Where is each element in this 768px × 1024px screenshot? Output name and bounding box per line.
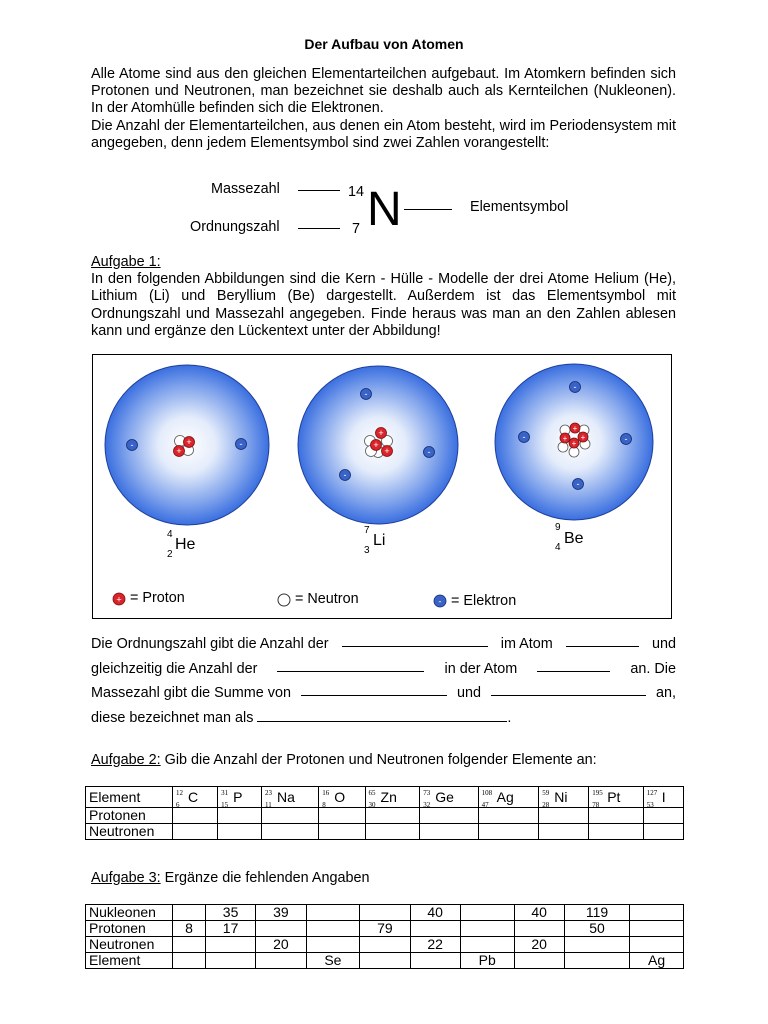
element-cell: 65 30 Zn — [365, 787, 420, 808]
helium-nucleus — [174, 436, 195, 457]
answer-cell[interactable] — [218, 808, 262, 824]
atomic-number-connector — [298, 228, 340, 229]
table-row — [86, 953, 684, 969]
table-row-element — [86, 787, 684, 808]
answer-cell[interactable] — [460, 905, 514, 921]
proton-sign: + — [562, 434, 568, 443]
row-label: Neutronen — [86, 824, 173, 840]
task2-instruction — [91, 752, 597, 768]
cloze-text-segment: Die Ordnungszahl gibt die Anzahl der — [91, 636, 329, 652]
electron-sign: - — [343, 470, 347, 480]
row-label: Nukleonen — [86, 905, 173, 921]
proton-sign: + — [572, 424, 578, 433]
cloze-text-segment: und — [651, 636, 676, 652]
proton-sign: + — [373, 440, 379, 450]
page-title: Der Aufbau von Atomen — [304, 36, 464, 52]
given-value-cell: 22 — [410, 937, 460, 953]
proton-sign: + — [378, 428, 384, 438]
helium-number: 2 — [167, 549, 173, 560]
electron-sign: - — [624, 434, 628, 444]
table-row — [86, 921, 684, 937]
lithium-symbol: Li — [373, 532, 386, 549]
table-row-protons — [86, 808, 684, 824]
beryllium-symbol: Be — [564, 530, 584, 547]
cloze-text-segment: und — [456, 685, 481, 702]
task3-heading: Aufgabe 3: — [91, 870, 161, 886]
cloze-blank[interactable] — [537, 657, 610, 672]
lithium-mass: 7 — [364, 525, 370, 536]
cloze-blank[interactable] — [566, 632, 639, 647]
neutron — [558, 442, 568, 452]
answer-cell[interactable] — [360, 937, 410, 953]
answer-cell[interactable] — [643, 808, 683, 824]
helium-mass: 4 — [167, 529, 173, 540]
answer-cell[interactable] — [365, 808, 420, 824]
answer-cell[interactable] — [306, 921, 360, 937]
answer-cell[interactable] — [205, 953, 255, 969]
task1-text: In den folgenden Abbildungen sind die Kern - Hülle - Modelle der drei Atome Helium (He), Lithium (Li) und Beryllium (Be) dargestellt. Außerdem ist das Elementsymbol mit Ordnungszahl und Massezahl angegeben. Finde heraus was man an den Zahlen ablesen kann und ergänze den Lückentext unter der Abbildung! — [91, 271, 676, 339]
answer-cell[interactable] — [460, 937, 514, 953]
answer-cell[interactable] — [514, 953, 564, 969]
proton-sign: + — [571, 439, 577, 448]
answer-cell[interactable] — [630, 921, 684, 937]
row-label: Protonen — [86, 921, 173, 937]
answer-cell[interactable] — [365, 824, 420, 840]
answer-cell[interactable] — [173, 937, 206, 953]
answer-cell[interactable] — [539, 824, 589, 840]
lithium-number: 3 — [364, 545, 370, 556]
given-value-cell: 8 — [173, 921, 206, 937]
answer-cell[interactable] — [630, 937, 684, 953]
task3-instruction — [91, 870, 369, 886]
answer-cell[interactable] — [173, 905, 206, 921]
beryllium-atom — [495, 364, 653, 520]
table-row — [86, 937, 684, 953]
atomic-number-value: 7 — [352, 221, 361, 237]
mass-number-connector — [298, 190, 340, 191]
element-cell: 127 53 I — [643, 787, 683, 808]
proton-sign: + — [176, 446, 182, 456]
element-cell: 73 32 Ge — [420, 787, 478, 808]
cloze-line-1 — [91, 632, 676, 657]
answer-cell[interactable] — [410, 921, 460, 937]
legend-proton-sign: + — [116, 594, 122, 605]
cloze-blank[interactable] — [301, 681, 447, 696]
cloze-line-3 — [91, 681, 676, 706]
element-symbol-example: N — [367, 183, 402, 236]
cloze-text-segment: Massezahl gibt die Summe von — [91, 685, 291, 702]
answer-cell[interactable] — [360, 953, 410, 969]
answer-cell[interactable] — [410, 953, 460, 969]
element-cell: 23 11 Na — [262, 787, 319, 808]
proton-sign: + — [186, 437, 192, 447]
given-value-cell: 35 — [205, 905, 255, 921]
task2-table — [85, 786, 684, 840]
table-row-neutrons — [86, 824, 684, 840]
element-cell: 59 28 Ni — [539, 787, 589, 808]
legend-electron-sign: - — [438, 596, 442, 607]
mass-number-label: Massezahl — [211, 181, 280, 197]
given-value-cell: Pb — [460, 953, 514, 969]
cloze-line-2 — [91, 657, 676, 682]
answer-cell[interactable] — [564, 953, 629, 969]
cloze-text-segment: . — [507, 709, 512, 726]
electron-sign: - — [130, 440, 134, 450]
proton-sign: + — [580, 433, 586, 442]
task3-text: Ergänze die fehlenden Angaben — [160, 870, 370, 886]
task3-table — [85, 904, 684, 969]
given-value-cell: 50 — [564, 921, 629, 937]
task1-block — [91, 254, 676, 340]
answer-cell[interactable] — [478, 808, 539, 824]
legend-neutron-icon — [278, 594, 290, 606]
answer-cell[interactable] — [306, 937, 360, 953]
answer-cell[interactable] — [420, 824, 478, 840]
cloze-text-segment: in der Atom — [444, 660, 518, 677]
electron-sign: - — [364, 389, 368, 399]
answer-cell[interactable] — [173, 808, 218, 824]
element-cell: 108 47 Ag — [478, 787, 539, 808]
given-value-cell: 39 — [256, 905, 306, 921]
answer-cell[interactable] — [514, 921, 564, 937]
cloze-blank[interactable] — [342, 632, 488, 647]
answer-cell[interactable] — [205, 937, 255, 953]
answer-cell[interactable] — [173, 953, 206, 969]
intro-paragraph-1: Alle Atome sind aus den gleichen Elementarteilchen aufgebaut. Im Atomkern befinden sich Protonen und Neutronen, man bezeichnet sie deshalb auch als Kernteilchen (Nukleonen). In der Atomhülle befinden sich die Elektronen. — [91, 66, 676, 117]
answer-cell[interactable] — [262, 824, 319, 840]
element-symbol-connector — [404, 209, 452, 210]
given-value-cell: 17 — [205, 921, 255, 937]
cloze-text-segment: an, — [655, 685, 676, 702]
legend-electron-label: = Elektron — [451, 593, 517, 609]
beryllium-number: 4 — [555, 542, 561, 553]
given-value-cell: 20 — [514, 937, 564, 953]
given-value-cell: 40 — [514, 905, 564, 921]
given-value-cell: 79 — [360, 921, 410, 937]
cloze-text-segment: diese bezeichnet man als — [91, 709, 254, 726]
electron-sign: - — [576, 479, 580, 489]
cloze-text — [91, 632, 676, 730]
helium-symbol: He — [175, 536, 196, 553]
proton-sign: + — [384, 446, 390, 456]
legend-proton-label: = Proton — [130, 590, 185, 606]
electron-sign: - — [427, 447, 431, 457]
cloze-text-segment: gleichzeitig die Anzahl der — [91, 660, 258, 677]
element-cell: 16 8 O — [319, 787, 365, 808]
electron-sign: - — [239, 439, 243, 449]
mass-number-value: 14 — [348, 184, 365, 200]
answer-cell[interactable] — [262, 808, 319, 824]
cloze-text-segment: an. Die — [630, 660, 676, 677]
task1-heading: Aufgabe 1: — [91, 254, 161, 270]
answer-cell[interactable] — [539, 808, 589, 824]
row-label: Element — [86, 953, 173, 969]
beryllium-mass: 9 — [555, 522, 561, 533]
given-value-cell: 119 — [564, 905, 629, 921]
element-cell: 195 78 Pt — [589, 787, 644, 808]
atom-models-svg — [93, 355, 671, 618]
answer-cell[interactable] — [306, 905, 360, 921]
given-value-cell: Se — [306, 953, 360, 969]
task2-heading: Aufgabe 2: — [91, 752, 161, 768]
answer-cell[interactable] — [589, 808, 644, 824]
answer-cell[interactable] — [460, 921, 514, 937]
cloze-blank[interactable] — [257, 707, 507, 722]
given-value-cell: 40 — [410, 905, 460, 921]
answer-cell[interactable] — [589, 824, 644, 840]
answer-cell[interactable] — [256, 921, 306, 937]
element-cell: 12 6 C — [173, 787, 218, 808]
cloze-blank[interactable] — [277, 657, 424, 672]
legend-neutron-label: = Neutron — [295, 591, 359, 607]
answer-cell[interactable] — [218, 824, 262, 840]
answer-cell[interactable] — [319, 808, 365, 824]
answer-cell[interactable] — [360, 905, 410, 921]
task2-text: Gib die Anzahl der Protonen und Neutronen folgender Elemente an: — [160, 752, 597, 768]
lithium-atom — [298, 366, 458, 524]
atom-models-figure — [92, 354, 672, 619]
answer-cell[interactable] — [643, 824, 683, 840]
cloze-line-4 — [91, 706, 676, 731]
intro-paragraph-2: Die Anzahl der Elementarteilchen, aus denen ein Atom besteht, wird im Periodensystem mit angegeben, denn jedem Elementsymbol sind zwei Zahlen vorangestellt: — [91, 118, 676, 152]
element-cell: 31 15 P — [218, 787, 262, 808]
answer-cell[interactable] — [630, 905, 684, 921]
cloze-blank[interactable] — [491, 681, 646, 696]
row-label: Protonen — [86, 808, 173, 824]
answer-cell[interactable] — [478, 824, 539, 840]
given-value-cell: 20 — [256, 937, 306, 953]
row-label: Element — [86, 787, 173, 808]
answer-cell[interactable] — [173, 824, 218, 840]
answer-cell[interactable] — [564, 937, 629, 953]
answer-cell[interactable] — [256, 953, 306, 969]
row-label: Neutronen — [86, 937, 173, 953]
table-row — [86, 905, 684, 921]
neutron — [569, 447, 579, 457]
electron-sign: - — [573, 382, 577, 392]
electron-sign: - — [522, 432, 526, 442]
element-symbol-label: Elementsymbol — [470, 199, 569, 215]
atomic-number-label: Ordnungszahl — [190, 219, 280, 235]
answer-cell[interactable] — [420, 808, 478, 824]
helium-atom — [105, 365, 269, 525]
cloze-text-segment: im Atom — [500, 636, 553, 652]
answer-cell[interactable] — [319, 824, 365, 840]
given-value-cell: Ag — [630, 953, 684, 969]
